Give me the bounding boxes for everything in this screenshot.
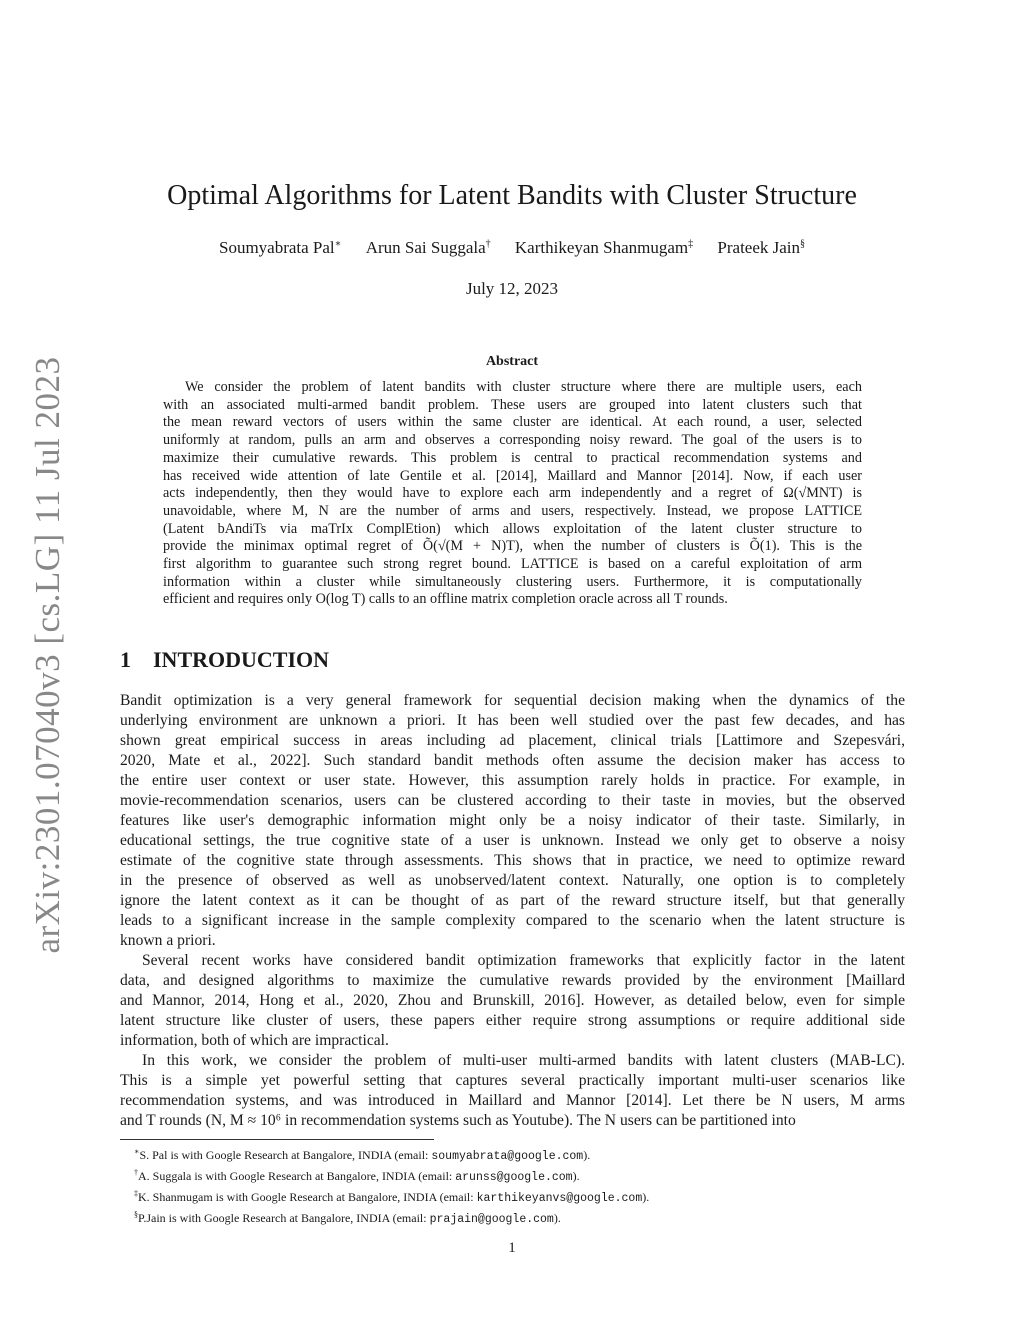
text-line: in the presence of observed as well as unobserved/latent context. Naturally, one option is to completely — [120, 872, 905, 889]
text-line: In this work, we consider the problem of multi-user multi-armed bandits with latent clusters (MAB-LC). — [142, 1052, 905, 1069]
text-line: leads to a significant increase in the sample complexity compared to the scenario when the latent structure is — [120, 912, 905, 929]
author-name: Prateek Jain — [717, 238, 801, 257]
paragraph — [120, 951, 905, 1051]
text-line: We consider the problem of latent bandits with cluster structure where there are multiple users, each — [185, 379, 862, 395]
footnote — [134, 1207, 649, 1228]
author-name: Arun Sai Suggala — [365, 238, 486, 257]
author-list — [0, 238, 1024, 258]
text-line: unavoidable, where M, N are the number of arms and users, respectively. Instead, we propose LATTICE — [163, 502, 862, 519]
section-heading — [120, 647, 329, 673]
paper-date: July 12, 2023 — [465, 279, 559, 298]
abstract-heading: Abstract — [485, 354, 539, 369]
footnote-text: S. Pal is with Google Research at Bangalore, INDIA (email: — [139, 1148, 432, 1162]
author — [219, 238, 341, 257]
text-line: movie-recommendation scenarios, users can be clustered according to their taste in movies, but the observed — [120, 792, 905, 809]
footnote-end: ). — [642, 1190, 650, 1204]
text-line: recommendation systems, and was introduced in Maillard and Mannor [2014]. Let there be N users, M arms — [120, 1092, 905, 1109]
text-line: ignore the latent context as it can be thought of as part of the reward structure itself, but that generally — [120, 892, 905, 909]
email-address: prajain@google.com — [429, 1213, 554, 1226]
author-name: Karthikeyan Shanmugam — [514, 238, 689, 257]
footnote-rule — [120, 1139, 434, 1140]
footnote-mark: ‡ — [134, 1189, 138, 1198]
footnote-text: A. Suggala is with Google Research at Bangalore, INDIA (email: — [138, 1169, 456, 1183]
footnote — [134, 1186, 649, 1207]
text-line: estimate of the cognitive state through assessments. This shows that in practice, we need to optimize reward — [120, 852, 905, 869]
text-line: shown great empirical success in areas including ad placement, clinical trials [Lattimore and Szepesvári, — [120, 732, 905, 749]
footnote-mark: ‡ — [688, 238, 694, 250]
author — [515, 238, 693, 257]
text-line: Several recent works have considered bandit optimization frameworks that explicitly factor in the latent — [142, 952, 905, 969]
footnote-mark: ∗ — [134, 1147, 140, 1156]
text-line: underlying environment are unknown a priori. It has been well studied over the past few decades, and has — [120, 712, 905, 729]
footnote-end: ). — [553, 1211, 561, 1225]
text-line: the mean reward vectors of users within the same cluster are identical. At each round, a user, selected — [163, 414, 862, 431]
text-line: has received wide attention of late Gentile et al. [2014], Maillard and Mannor [2014]. Now, if each user — [163, 467, 862, 484]
text-line: known a priori. — [120, 932, 216, 949]
footnote — [134, 1144, 649, 1165]
page-number: 1 — [508, 1240, 516, 1256]
paper-title: Optimal Algorithms for Latent Bandits with Cluster Structure — [167, 180, 857, 211]
footnote-end: ). — [583, 1148, 591, 1162]
section-title: INTRODUCTION — [153, 647, 330, 672]
footnote-mark: † — [485, 238, 491, 250]
email-address: soumyabrata@google.com — [431, 1150, 584, 1163]
author-name: Soumyabrata Pal — [218, 238, 335, 257]
text-line: acts independently, then they would have to explore each arm independently and a regret of Ω(√MNT) is — [163, 485, 862, 502]
footnote-mark: ∗ — [334, 238, 342, 250]
text-line: efficient and requires only O(log T) calls to an offline matrix completion oracle across all T rounds. — [163, 591, 728, 608]
paragraph — [120, 1051, 905, 1131]
paragraph — [120, 691, 905, 951]
email-address: karthikeyanvs@google.com — [476, 1192, 643, 1205]
footnotes — [134, 1144, 649, 1228]
author — [366, 238, 491, 257]
footnote-text: P.Jain is with Google Research at Bangalore, INDIA (email: — [138, 1211, 430, 1225]
text-line: This is a simple yet powerful setting that captures several practically important multi-user scenarios like — [120, 1072, 905, 1089]
text-line: 2020, Mate et al., 2022]. Such standard bandit methods often assume the decision maker has access to — [120, 752, 905, 769]
text-line: uniformly at random, pulls an arm and observes a corresponding noisy reward. The goal of the users is to — [163, 432, 862, 449]
email-address: arunss@google.com — [455, 1171, 573, 1184]
abstract-body — [163, 379, 862, 609]
footnote-mark: § — [134, 1210, 138, 1219]
footnote-text: K. Shanmugam is with Google Research at Bangalore, INDIA (email: — [138, 1190, 477, 1204]
text-line: provide the minimax optimal regret of Õ(√(M + N)T), when the number of clusters is Õ(1). This is the — [163, 538, 862, 555]
section-number: 1 — [120, 647, 131, 672]
text-line: educational settings, the true cognitive state of a user is unknown. Instead we only get to observe a noisy — [120, 832, 905, 849]
text-line: latent structure like cluster of users, these papers either require strong assumptions or require additional side — [120, 1012, 905, 1029]
text-line: and T rounds (N, M ≈ 10⁶ in recommendation systems such as Youtube). The N users can be partitioned into — [120, 1112, 796, 1129]
text-line: features like user's demographic information might only be a noisy indicator of their taste. Similarly, in — [120, 812, 905, 829]
text-line: data, and designed algorithms to maximize the cumulative rewards provided by the environment [Maillard — [120, 972, 905, 989]
author — [717, 238, 805, 257]
text-line: with an associated multi-armed bandit problem. These users are grouped into latent clusters such that — [163, 396, 862, 413]
arxiv-identifier-sidebar: arXiv:2301.07040v3 [cs.LG] 11 Jul 2023 — [28, 356, 67, 954]
footnote — [134, 1165, 649, 1186]
footnote-end: ). — [572, 1169, 580, 1183]
text-line: and Mannor, 2014, Hong et al., 2020, Zhou and Brunskill, 2016]. However, as detailed below, even for simple — [120, 992, 905, 1009]
text-line: information within a cluster while simultaneously clustering users. Furthermore, it is computationally — [163, 573, 862, 590]
footnote-mark: § — [800, 238, 806, 250]
text-line: maximize their cumulative rewards. This problem is central to practical recommendation systems and — [163, 449, 862, 466]
text-line: first algorithm to guarantee such strong regret bound. LATTICE is based on a careful exploitation of arm — [163, 556, 862, 573]
text-line: information, both of which are impractical. — [120, 1032, 389, 1049]
text-line: (Latent bAndiTs via maTrIx ComplEtion) which allows exploitation of the latent cluster structure to — [163, 520, 862, 537]
footnote-mark: † — [134, 1168, 138, 1177]
text-line: Bandit optimization is a very general framework for sequential decision making when the dynamics of the — [120, 692, 905, 709]
text-line: the entire user context or user state. However, this assumption rarely holds in practice. For example, in — [120, 772, 905, 789]
